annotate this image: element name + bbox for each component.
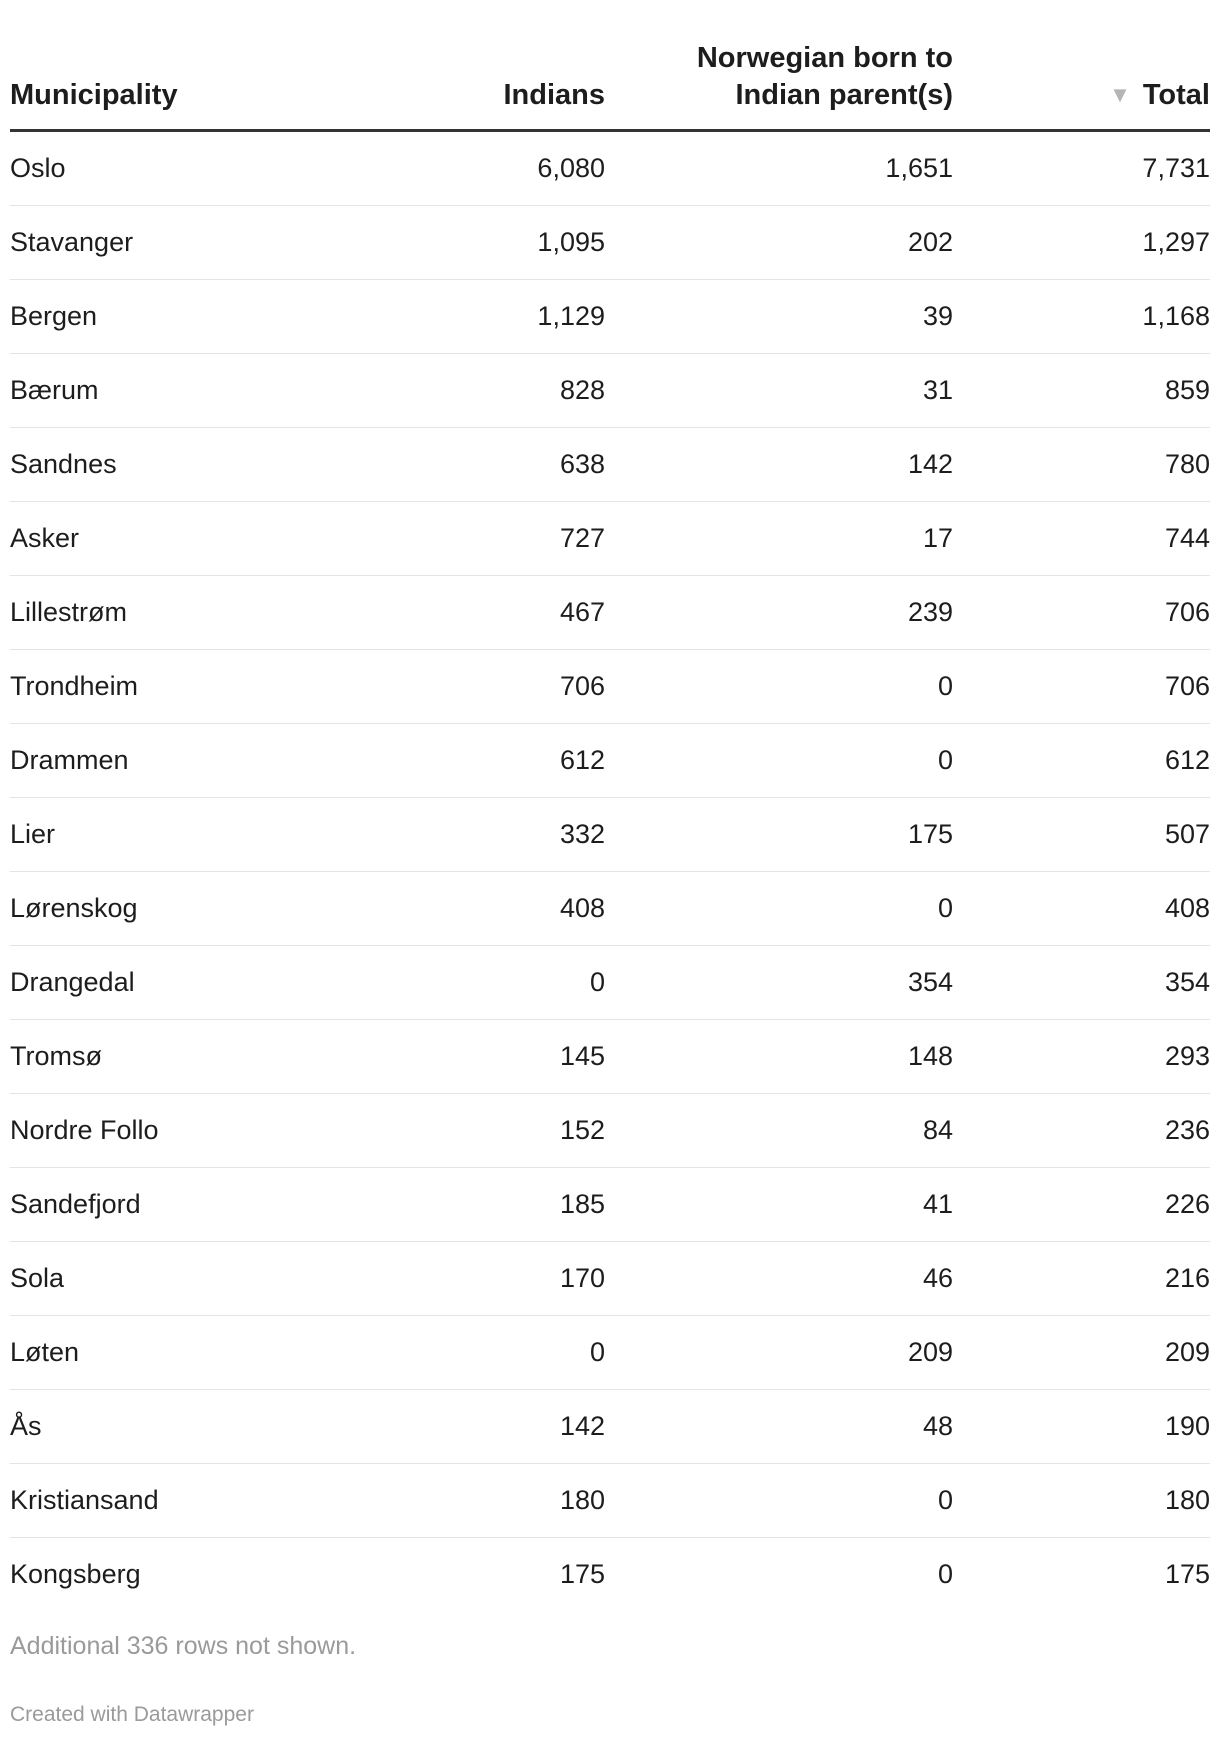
cell-municipality: Stavanger xyxy=(10,206,410,280)
header-indians-label: Indians xyxy=(503,79,605,111)
cell-municipality: Nordre Follo xyxy=(10,1094,410,1168)
cell-municipality: Sandnes xyxy=(10,428,410,502)
cell-norwegian-born: 46 xyxy=(605,1242,953,1316)
cell-norwegian-born: 239 xyxy=(605,576,953,650)
rows-not-shown-note: Additional 336 rows not shown. xyxy=(10,1632,357,1660)
cell-indians: 638 xyxy=(410,428,605,502)
cell-total: 7,731 xyxy=(953,131,1210,206)
cell-indians: 0 xyxy=(410,946,605,1020)
cell-total: 1,168 xyxy=(953,280,1210,354)
cell-total: 175 xyxy=(1164,1559,1210,1589)
cell-indians: 408 xyxy=(410,872,605,946)
cell-indians: 175 xyxy=(559,1559,605,1589)
cell-municipality: Bærum xyxy=(10,354,410,428)
cell-total: 190 xyxy=(953,1390,1210,1464)
datawrapper-credit: Created with Datawrapper xyxy=(10,1703,254,1726)
cell-total: 408 xyxy=(953,872,1210,946)
table-row xyxy=(10,1464,1210,1538)
cell-norwegian-born: 202 xyxy=(605,206,953,280)
cell-municipality: Oslo xyxy=(10,131,410,206)
header-norwegian-born[interactable] xyxy=(605,40,953,131)
cell-norwegian-born: 31 xyxy=(605,354,953,428)
cell-municipality: Drangedal xyxy=(10,946,410,1020)
cell-norwegian-born: 142 xyxy=(605,428,953,502)
cell-municipality: Ås xyxy=(10,1390,410,1464)
cell-norwegian-born: 84 xyxy=(605,1094,953,1168)
header-norwegian-label-line1: Norwegian born to xyxy=(696,42,953,74)
cell-indians: 142 xyxy=(410,1390,605,1464)
table-row xyxy=(10,502,1210,576)
sort-descending-icon: ▼ xyxy=(1109,82,1131,107)
cell-indians: 727 xyxy=(410,502,605,576)
cell-municipality: Tromsø xyxy=(10,1020,410,1094)
table-row xyxy=(10,724,1210,798)
cell-total: 1,297 xyxy=(953,206,1210,280)
cell-norwegian-born: 48 xyxy=(605,1390,953,1464)
header-norwegian-label-line2: Indian parent(s) xyxy=(735,79,953,111)
cell-norwegian-born: 209 xyxy=(605,1316,953,1390)
table-row xyxy=(10,1020,1210,1094)
table-row xyxy=(10,280,1210,354)
cell-municipality: Sandefjord xyxy=(10,1168,410,1242)
cell-indians: 170 xyxy=(410,1242,605,1316)
cell-total: 354 xyxy=(953,946,1210,1020)
cell-municipality: Lier xyxy=(10,798,410,872)
cell-municipality: Løten xyxy=(10,1316,410,1390)
cell-indians: 180 xyxy=(410,1464,605,1538)
table-row xyxy=(10,650,1210,724)
cell-total: 507 xyxy=(953,798,1210,872)
cell-municipality: Lørenskog xyxy=(10,872,410,946)
cell-municipality: Lillestrøm xyxy=(10,576,410,650)
cell-indians: 145 xyxy=(410,1020,605,1094)
cell-total: 180 xyxy=(953,1464,1210,1538)
table-row xyxy=(10,798,1210,872)
cell-total: 706 xyxy=(953,576,1210,650)
cell-norwegian-born: 39 xyxy=(605,280,953,354)
cell-norwegian-born: 0 xyxy=(605,650,953,724)
table-row xyxy=(10,872,1210,946)
table-header xyxy=(10,40,1210,131)
cell-indians: 185 xyxy=(410,1168,605,1242)
cell-norwegian-born: 0 xyxy=(605,724,953,798)
cell-municipality: Sola xyxy=(10,1242,410,1316)
cell-total: 859 xyxy=(953,354,1210,428)
table-row xyxy=(10,1316,1210,1390)
cell-municipality: Kristiansand xyxy=(10,1464,410,1538)
cell-norwegian-born: 354 xyxy=(605,946,953,1020)
cell-norwegian-born: 148 xyxy=(605,1020,953,1094)
cell-indians: 1,095 xyxy=(410,206,605,280)
cell-total: 216 xyxy=(953,1242,1210,1316)
table-row xyxy=(10,428,1210,502)
cell-indians: 332 xyxy=(410,798,605,872)
table-row xyxy=(10,1168,1210,1242)
header-municipality-label: Municipality xyxy=(10,79,178,111)
table-row xyxy=(10,354,1210,428)
cell-norwegian-born: 175 xyxy=(605,798,953,872)
cell-municipality: Kongsberg xyxy=(10,1559,141,1589)
cell-indians: 612 xyxy=(410,724,605,798)
cell-total: 293 xyxy=(953,1020,1210,1094)
cell-total: 226 xyxy=(953,1168,1210,1242)
cell-municipality: Asker xyxy=(10,502,410,576)
table-row xyxy=(10,131,1210,206)
cell-total: 744 xyxy=(953,502,1210,576)
header-total[interactable] xyxy=(953,40,1210,131)
table-row xyxy=(10,1390,1210,1464)
table-row xyxy=(10,1094,1210,1168)
header-indians[interactable] xyxy=(410,40,605,131)
cell-norwegian-born: 0 xyxy=(605,1464,953,1538)
cell-total: 612 xyxy=(953,724,1210,798)
cell-indians: 0 xyxy=(410,1316,605,1390)
header-row xyxy=(10,40,1210,131)
cell-norwegian-born: 1,651 xyxy=(605,131,953,206)
cell-indians: 1,129 xyxy=(410,280,605,354)
cell-indians: 828 xyxy=(410,354,605,428)
municipality-table xyxy=(10,40,1210,1611)
cell-total: 236 xyxy=(953,1094,1210,1168)
cell-indians: 467 xyxy=(410,576,605,650)
cell-norwegian-born: 17 xyxy=(605,502,953,576)
cell-norwegian-born: 41 xyxy=(605,1168,953,1242)
header-municipality[interactable] xyxy=(10,40,410,131)
header-total-label: Total xyxy=(1142,79,1210,111)
table-row xyxy=(10,1538,1210,1612)
cell-municipality: Bergen xyxy=(10,280,410,354)
cell-norwegian-born: 0 xyxy=(605,872,953,946)
cell-municipality: Drammen xyxy=(10,724,410,798)
cell-municipality: Trondheim xyxy=(10,650,410,724)
cell-norwegian-born: 0 xyxy=(937,1559,953,1589)
table-row xyxy=(10,576,1210,650)
cell-indians: 706 xyxy=(410,650,605,724)
table-row xyxy=(10,1242,1210,1316)
cell-total: 706 xyxy=(953,650,1210,724)
table-body xyxy=(10,131,1210,1612)
table-row xyxy=(10,206,1210,280)
table-row xyxy=(10,946,1210,1020)
cell-total: 209 xyxy=(953,1316,1210,1390)
cell-total: 780 xyxy=(953,428,1210,502)
cell-indians: 152 xyxy=(410,1094,605,1168)
cell-indians: 6,080 xyxy=(410,131,605,206)
